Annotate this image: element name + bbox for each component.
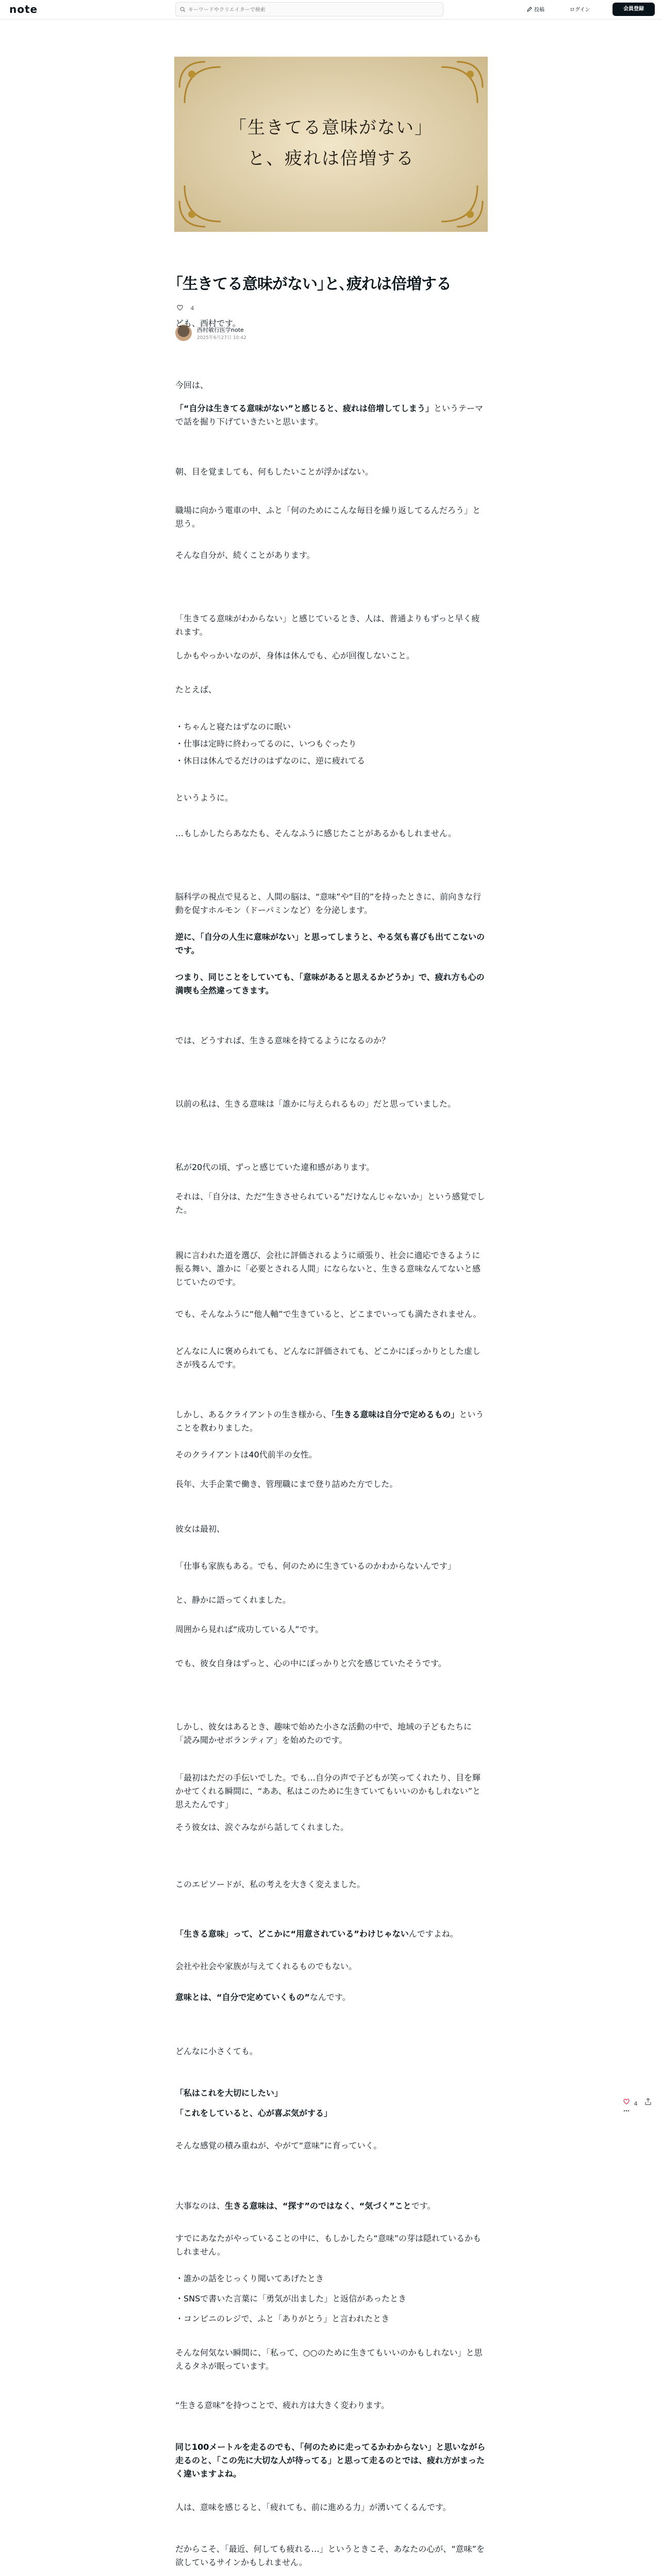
text-run: では、どうすれば、生きる意味を持てるようになるのか？ <box>175 1036 390 1045</box>
article-paragraph <box>175 971 487 997</box>
note-logo[interactable]: note <box>9 3 38 15</box>
article-paragraph <box>175 1878 487 1891</box>
more-icon[interactable] <box>623 2107 630 2114</box>
text-run: ・休日は休んでるだけのはずなのに、逆に疲れてる <box>175 756 366 766</box>
search-input[interactable] <box>188 5 436 15</box>
text-run: ・ちゃんと寝たはずなのに眠い <box>175 722 291 732</box>
article-paragraph <box>175 1594 487 1607</box>
article-paragraph <box>175 465 487 479</box>
bold-text: 意味とは、“自分で定めていくもの” <box>175 1992 310 2002</box>
article-paragraph <box>175 2107 487 2120</box>
article-paragraph <box>175 1034 487 1047</box>
text-run: だからこそ、「最近、何しても疲れる…」というときこそ、あなたの心が、“意味”を欲しているサインかもしれません。 <box>175 2544 485 2567</box>
bold-text: 同じ100メートルを走るのでも、「何のために走ってるかわからない」と思いながら走るのと、「この先に大切な人が待ってる」と思って走るのとでは、疲れ方がまったく違いますよね。 <box>175 2442 486 2479</box>
site-header <box>0 0 662 20</box>
article-paragraph <box>175 317 487 330</box>
text-run: でも、彼女自身はずっと、心の中にぽっかりと穴を感じていたそうです。 <box>175 1658 446 1668</box>
article-paragraph <box>175 1345 487 1371</box>
text-run: 彼女は最初、 <box>175 1524 225 1534</box>
article-paragraph <box>175 1560 487 1573</box>
article-paragraph <box>175 737 487 751</box>
text-run: 大事なのは、 <box>175 2201 225 2211</box>
hero-line-2: と、疲れは倍増する <box>247 148 415 169</box>
text-run: そんな何気ない瞬間に、「私って、○○のために生きてもいいのかもしれない」と思えるタネが眠っています。 <box>175 2348 483 2371</box>
like-row <box>176 304 194 314</box>
article-paragraph <box>175 2272 487 2285</box>
bold-text: 「生きる意味は自分で定めるもの」 <box>331 1410 459 1419</box>
article-paragraph <box>175 549 487 562</box>
publish-date: 2025年6月27日 10:42 <box>197 335 246 341</box>
search-box[interactable] <box>175 2 443 16</box>
share-icon[interactable] <box>644 2098 652 2105</box>
text-run: 「生きてる意味がわからない」と感じているとき、人は、普通よりもずっと早く疲れます。 <box>175 614 480 637</box>
text-run: どんなに人に褒められても、どんなに評価されても、どこかにぽっかりとした虚しさが残るんです。 <box>175 1346 481 1369</box>
text-run: そのクライアントは40代前半の女性。 <box>175 1450 317 1460</box>
text-run: 会社や社会や家族が与えてくれるものでもない。 <box>175 1961 357 1971</box>
floating-actions <box>623 2098 662 2108</box>
author-name[interactable]: 西村敏行医学note <box>197 327 244 333</box>
text-run: しかし、彼女はあるとき、趣味で始めた小さな活動の中で、地域の子どもたちに「読み聞かせボランティア」を始めたのです。 <box>175 1722 472 1745</box>
article-paragraph <box>175 1821 487 1834</box>
pen-icon <box>527 7 532 12</box>
article-paragraph <box>175 504 487 531</box>
text-run: たとえば、 <box>175 685 217 694</box>
bold-text: 「私はこれを大切にしたい」 <box>175 2088 283 2098</box>
article-paragraph <box>175 1927 487 1941</box>
text-run: 長年、大手企業で働き、管理職にまで登り詰めた方でした。 <box>175 1479 398 1489</box>
article-paragraph <box>175 1308 487 1321</box>
article-paragraph <box>175 1408 487 1435</box>
article-paragraph <box>175 791 487 805</box>
text-run: 今回は、 <box>175 380 209 390</box>
text-run: と、静かに語ってくれました。 <box>175 1595 291 1605</box>
hero-image <box>174 57 488 232</box>
article-paragraph <box>175 1960 487 1973</box>
article-paragraph <box>175 1249 487 1289</box>
article-paragraph <box>175 683 487 697</box>
hero-line-1: 「生きてる意味がない」 <box>229 117 433 138</box>
text-run: “生きる意味”を持つことで、疲れ方は大きく変わります。 <box>175 2400 389 2410</box>
text-run: ・コンビニのレジで、ふと「ありがとう」と言われたとき <box>175 2314 390 2324</box>
heart-icon[interactable] <box>176 304 184 311</box>
text-run: しかもやっかいなのが、身体は休んでも、心が回復しないこと。 <box>175 651 415 660</box>
article-paragraph <box>175 2501 487 2514</box>
text-run: しかし、あるクライアントの生き様から、 <box>175 1410 332 1419</box>
text-run: そんな感覚の積み重ねが、やがて“意味”に育っていく。 <box>175 2141 382 2150</box>
article-paragraph <box>175 2139 487 2153</box>
text-run: 親に言われた道を選び、会社に評価されるように頑張り、社会に適応できるように振る舞い、誰かに「必要とされる人間」にならないと、生きる意味なんてないと感じていたのです。 <box>175 1250 481 1287</box>
login-button[interactable]: ログイン <box>570 7 590 13</box>
article-paragraph <box>175 649 487 663</box>
article-paragraph <box>175 1478 487 1491</box>
bold-text: 「これをしていると、心が喜ぶ気がする」 <box>175 2108 333 2118</box>
text-run: 「仕事も家族もある。でも、何のために生きているのかわからないんです」 <box>175 1561 456 1571</box>
article-paragraph <box>175 1190 487 1217</box>
text-run: ・SNSで書いた言葉に「勇気が出ました」と返信があったとき <box>175 2294 407 2303</box>
text-run: んですよね。 <box>408 1929 458 1939</box>
article-paragraph <box>175 2087 487 2100</box>
bold-text: つまり、同じことをしていても、「意味があると思えるかどうか」で、疲れ方も心の満喫も全然違ってきます。 <box>175 972 485 995</box>
article-paragraph <box>175 1657 487 1670</box>
article-paragraph <box>175 2232 487 2259</box>
article-paragraph <box>175 1448 487 1462</box>
article-paragraph <box>175 1720 487 1747</box>
article-paragraph <box>175 720 487 734</box>
text-run: …もしかしたらあなたも、そんなふうに感じたことがあるかもしれません。 <box>175 828 456 838</box>
text-run: ・仕事は定時に終わってるのに、いつもぐったり <box>175 739 357 749</box>
article-paragraph <box>175 379 487 392</box>
text-run: というように。 <box>175 793 234 803</box>
text-run: でも、そんなふうに“他人軸”で生きていると、どこまでいっても満たされません。 <box>175 1309 482 1319</box>
text-run: 以前の私は、生きる意味は「誰かに与えられるもの」だと思っていました。 <box>175 1099 456 1109</box>
article-paragraph <box>175 1771 487 1811</box>
article-paragraph <box>175 2543 487 2569</box>
text-run: すでにあなたがやっていることの中に、もしかしたら“意味”の芽は隠れているかもしれません。 <box>175 2233 482 2257</box>
text-run: それは、「自分は、ただ“生きさせられている”だけなんじゃないか」という感覚でした。 <box>175 1192 485 1215</box>
text-run: 周囲から見れば“成功している人”です。 <box>175 1624 324 1634</box>
text-run: なんです。 <box>310 1992 351 2002</box>
text-run: 朝、目を覚ましても、何もしたいことが浮かばない。 <box>175 467 374 477</box>
bold-text: 逆に、 <box>175 932 201 942</box>
article-paragraph <box>175 402 487 429</box>
text-run: というテーマで話を掘り下げていきたいと思います。 <box>175 403 484 427</box>
bold-text: 「“自分は生きてる意味がない”と感じると、疲れは倍増してしまう」 <box>175 403 434 413</box>
article-paragraph <box>175 754 487 768</box>
article-paragraph <box>175 2346 487 2373</box>
text-run: 職場に向かう電車の中、ふと「何のためにこんな毎日を繰り返してるんだろう」と思う。 <box>175 505 481 529</box>
article-paragraph <box>175 2441 487 2481</box>
hero-caption <box>174 112 488 174</box>
floating-like-count: 4 <box>634 2100 638 2107</box>
text-run: です。 <box>411 2201 436 2211</box>
article-paragraph <box>175 1161 487 1174</box>
text-run: このエピソードが、私の考えを大きく変えました。 <box>175 1879 366 1889</box>
article-paragraph <box>175 1991 487 2004</box>
bold-text: 「生きる意味」って、どこかに“用意されている”わけじゃない <box>175 1929 409 1939</box>
bold-text: 「自分の人生に意味がない」と思ってしまうと、やる気も喜びも出てこないのです。 <box>175 932 485 955</box>
text-run: 「最初はただの手伝いでした。でも…自分の声で子どもが笑ってくれたり、目を輝かせてくれる瞬間に、“ああ、私はこのために生きていてもいいのかもしれない”と思えたんです」 <box>175 1773 481 1809</box>
text-run: ということを教わりました。 <box>175 1410 484 1433</box>
article-paragraph <box>175 827 487 840</box>
like-heart-icon[interactable] <box>623 2098 630 2105</box>
like-count: 4 <box>190 305 194 312</box>
text-run: ・誰かの話をじっくり聞いてあげたとき <box>175 2274 324 2283</box>
text-run: 脳科学の視点で見ると、人間の脳は、“意味”や“目的”を持ったときに、前向きな行動を促すホルモン（ドーパミンなど）を分泌します。 <box>175 892 482 915</box>
article-paragraph <box>175 1522 487 1536</box>
text-run: そう彼女は、涙ぐみながら話してくれました。 <box>175 1822 349 1832</box>
article-paragraph <box>175 1623 487 1636</box>
text-run: 人は、意味を感じると、「疲れても、前に進める力」が湧いてくるんです。 <box>175 2502 451 2512</box>
article-paragraph <box>175 2399 487 2412</box>
article-paragraph <box>175 930 487 957</box>
bold-text: 生きる意味は、“探す”のではなく、“気づく”こと <box>225 2201 411 2211</box>
article-paragraph <box>175 2292 487 2306</box>
text-run: ども、西村です。 <box>175 318 241 328</box>
article-paragraph <box>175 2312 487 2326</box>
article-paragraph <box>175 612 487 639</box>
article-paragraph <box>175 1097 487 1111</box>
post-button[interactable] <box>527 5 544 13</box>
signup-button[interactable]: 会員登録 <box>613 3 655 16</box>
article-title: ｢生きてる意味がない｣と､疲れは倍増する <box>175 275 451 293</box>
article-paragraph <box>175 890 487 917</box>
text-run: そんな自分が、続くことがあります。 <box>175 550 315 560</box>
article-paragraph <box>175 2199 487 2213</box>
text-run: どんなに小さくても。 <box>175 2046 258 2056</box>
text-run: 私が20代の頃、ずっと感じていた違和感があります。 <box>175 1162 375 1172</box>
search-icon <box>180 7 186 12</box>
post-label: 投稿 <box>534 7 544 13</box>
article-paragraph <box>175 2045 487 2058</box>
